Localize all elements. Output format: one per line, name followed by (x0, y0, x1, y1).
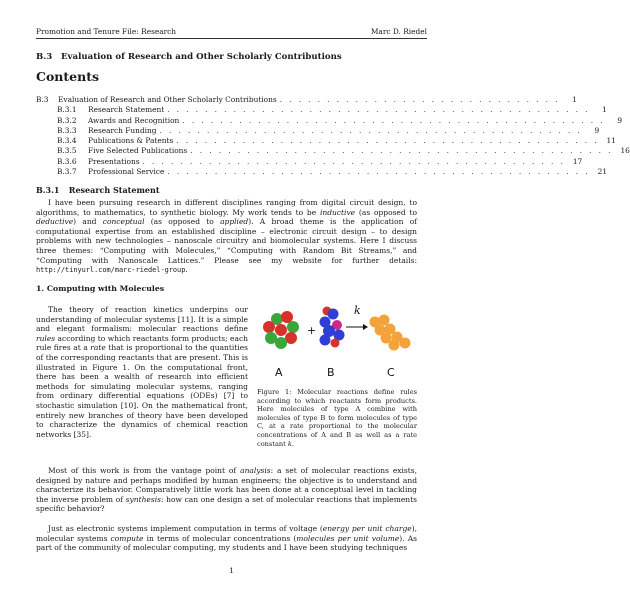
toc-entry[interactable] (36, 146, 630, 156)
intro-paragraph: I have been pursuing research in different disciplines ranging from digital circuit design, to algorithms, to mathematics, to synthetic biology. My work tends to be inductive (as opposed to deductive) and conceptual (as opposed to applied). A broad theme is the application of computational expertise from an established discipline – electronic circuit design – to design problems with new technologies – nanoscale circuitry and biomolecular systems. Here I discuss three themes: “Computing with Molecules,” “Computing with Random Bit Streams,” and “Computing with Nanoscale Lattices.” Please see my website for further details: http://tinyurl.com/marc-riedel-group. (36, 198, 417, 275)
toc-page: 16 (620, 146, 630, 156)
toc-title: Evaluation of Research and Other Scholarly Contributions (58, 95, 277, 104)
toc-title: Research Statement (88, 105, 165, 115)
toc-entry[interactable] (36, 125, 600, 136)
molecule-b-image (320, 307, 345, 348)
toc-entry[interactable] (36, 167, 608, 177)
toc-number: B.3.2 (57, 115, 77, 125)
toc-number: B.3 (36, 95, 49, 104)
label-a: A (275, 366, 283, 379)
toc-title: Professional Service (88, 167, 165, 177)
toc-title: Awards and Recognition (88, 115, 180, 125)
toc-title: Research Funding (88, 125, 157, 135)
toc-page: 1 (572, 95, 577, 104)
toc-page: 11 (606, 136, 616, 146)
computing-with-molecules-heading: 1. Computing with Molecules (36, 284, 165, 293)
toc-leader: . . . . . . . . . . . . . . . . . . . . . . . . . . . . . . . . . . . . . . . . . . . . . (176, 136, 599, 146)
toc-title: Five Selected Publications (88, 146, 188, 156)
contents-title: Contents (36, 69, 100, 84)
toc-entry[interactable] (36, 136, 616, 146)
subsection-heading (36, 185, 160, 195)
toc-number: B.3.6 (57, 156, 77, 166)
toc-page: 17 (572, 156, 583, 166)
molecule-a-image (263, 311, 299, 349)
toc-number: B.3.7 (57, 167, 77, 177)
section-number: B.3 (36, 52, 53, 62)
subsection-title: Research Statement (68, 185, 160, 195)
page-number: 1 (229, 566, 234, 575)
toc-leader: . . . . . . . . . . . . . . . . . . . . . . . . . . . . . . . . . . . . . . . . . . . . . (142, 156, 566, 166)
subsection-number: B.3.1 (36, 185, 60, 195)
toc-number: B.3.1 (57, 105, 77, 115)
toc-leader: . . . . . . . . . . . . . . . . . . . . . . . . . . . . . . . . . . . . . . . . . . . . . (159, 125, 583, 135)
label-b: B (327, 366, 335, 379)
website-link[interactable]: http://tinyurl.com/marc-riedel-group (36, 266, 186, 275)
toc-leader: . . . . . . . . . . . . . . . . . . . . . . . . . . . . . . . . . . . . . . . . . . . . . (167, 105, 590, 115)
figure-caption: Figure 1: Molecular reactions define rules according to which reactants form products. Here molecules of type A combine with molecules of type B to form molecules of type C, at a rate proportional to the molecular concentrations of A and B as well as a rate constant k. (257, 388, 417, 448)
label-c: C (387, 366, 395, 379)
reaction-kinetics-paragraph: The theory of reaction kinetics underpins our understanding of molecular systems [11]. It is a simple and elegant formalism: molecular reactions define rules according to which reactants form products; each rule fires at a rate that is proportional to the quantities of the corresponding reactants that are present. This is illustrated in Figure 1. On the computational front, there has been a wealth of research into efficient methods for simulating molecular systems, ranging from ordinary differential equations (ODEs) [7] to stochastic simulation [10]. On the mathematical front, entirely new branches of theory have been developed to characterize the dynamics of chemical reaction networks [35]. (36, 305, 248, 439)
header-left-title: Promotion and Tenure File: Research (36, 27, 177, 36)
toc-page: 1 (602, 105, 607, 115)
section-title: Evaluation of Research and Other Scholarly Contributions (61, 52, 342, 62)
header-author: Marc D. Riedel (370, 27, 427, 36)
toc-title: Publications & Patents (88, 136, 174, 146)
toc-number: B.3.3 (57, 125, 77, 135)
toc-entry[interactable] (36, 95, 577, 105)
toc-page: 9 (594, 125, 600, 135)
toc-entry[interactable] (36, 105, 607, 115)
analysis-paragraph: Most of this work is from the vantage point of analysis: a set of molecular reactions exists, designed by nature and perhaps modified by human engineers; the objective is to understand and characterize its behavior. Comparatively little work has been done at a conceptual level in tackling the inverse problem of synthesis: how can one design a set of molecular reactions that implements specific behavior? (36, 466, 418, 514)
toc-entry[interactable] (36, 115, 623, 126)
section-heading (36, 52, 342, 62)
header-rule (36, 38, 427, 39)
toc-leader: . . . . . . . . . . . . . . . . . . . . . . . . . . . . . . . . . . . . . . . . . . . . . (190, 146, 613, 156)
reaction-diagram (257, 298, 417, 386)
toc-leader: . . . . . . . . . . . . . . . . . . . . . . . . . . . . . . . . . . . . . . . . . . . . . (167, 167, 591, 177)
running-header (36, 27, 427, 36)
rate-constant-k: k (354, 304, 361, 317)
toc-entry[interactable] (36, 156, 583, 167)
toc-page: 21 (597, 167, 608, 177)
toc-page: 9 (617, 115, 623, 125)
toc-leader: . . . . . . . . . . . . . . . . . . . . . . . . . . . . . . . . . . . . . . . . . . . . . (182, 115, 606, 125)
toc-number: B.3.5 (57, 146, 77, 156)
plus-sign: + (307, 324, 317, 337)
toc-leader: . . . . . . . . . . . . . . . . . . . . . . . . . . . . . . (279, 95, 560, 104)
toc-title: Presentations (88, 156, 140, 166)
table-of-contents (36, 95, 630, 177)
reaction-arrow (346, 324, 368, 330)
molecular-computing-paragraph: Just as electronic systems implement computation in terms of voltage (energy per unit charge), molecular systems compute in terms of molecular concentrations (molecules per unit volume). As part of the community of molecular computing, my students and I have been studying techniques (36, 524, 417, 553)
molecule-c-image (370, 315, 411, 351)
toc-number: B.3.4 (57, 136, 77, 146)
